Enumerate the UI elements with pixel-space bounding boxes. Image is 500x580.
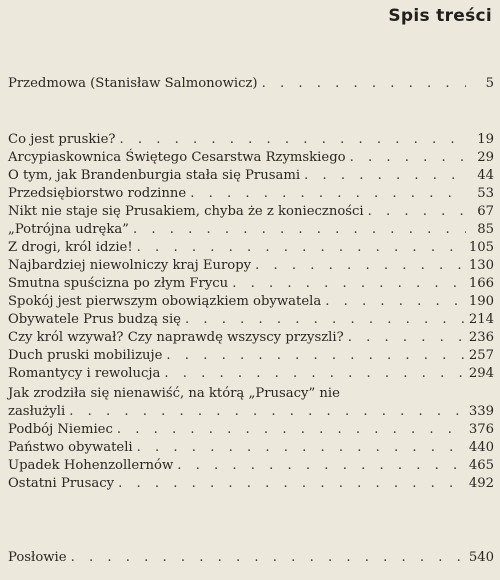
dot-leader <box>190 185 466 203</box>
toc-entry-page: 130 <box>468 258 494 273</box>
toc-entry-title: Podbój Niemiec <box>8 422 113 437</box>
toc-entry <box>8 549 494 567</box>
toc-entry-title: Arcypiaskownica Świętego Cesarstwa Rzymskiego <box>8 150 346 165</box>
toc-entry-page: 339 <box>468 404 494 419</box>
toc-entry-page: 540 <box>468 550 494 565</box>
toc-entry-title: „Potrójna udręka” <box>8 222 129 237</box>
toc-entry <box>8 421 494 439</box>
toc-entry-page: 236 <box>468 330 494 345</box>
toc-entry <box>8 365 494 383</box>
toc-entry <box>8 75 494 93</box>
toc-entry-title: Przedsiębiorstwo rodzinne <box>8 186 187 201</box>
toc-entry <box>8 275 494 293</box>
toc-entry-title: Jak zrodziła się nienawiść, na którą „Prusacy” nie <box>8 386 340 401</box>
toc-entry-page: 19 <box>477 132 494 147</box>
dot-leader <box>166 347 464 365</box>
toc-entry-page: 257 <box>468 348 494 363</box>
toc-entry-page: 5 <box>485 76 494 91</box>
toc-entry-page: 294 <box>468 366 494 381</box>
dot-leader <box>325 293 465 311</box>
toc-entry-title: Z drogi, król idzie! <box>8 240 133 255</box>
toc-entry-page: 492 <box>468 476 494 491</box>
toc-entry-title: Przedmowa (Stanisław Salmonowicz) <box>8 76 258 91</box>
toc-entry-title: Romantycy i rewolucja <box>8 366 161 381</box>
toc-entry <box>8 311 494 329</box>
toc-entry-page: 67 <box>477 204 494 219</box>
toc-entry-line-1 <box>8 385 494 403</box>
dot-leader <box>232 275 465 293</box>
toc-entry-title: Czy król wzywał? Czy naprawdę wszyscy przyszli? <box>8 330 344 345</box>
toc-entry <box>8 257 494 275</box>
toc-entry <box>8 403 494 421</box>
toc-entry-page: 44 <box>477 168 494 183</box>
toc-entry-page: 465 <box>468 458 494 473</box>
dot-leader <box>368 203 466 221</box>
toc-entry <box>8 457 494 475</box>
toc-entry <box>8 185 494 203</box>
toc-entry-title: Smutna spuścizna po złym Frycu <box>8 276 229 291</box>
toc-entry <box>8 203 494 221</box>
toc-entry-page: 105 <box>468 240 494 255</box>
dot-leader <box>164 365 465 383</box>
dot-leader <box>262 75 466 93</box>
toc-entry <box>8 293 494 311</box>
toc-entry-title: Posłowie <box>8 550 67 565</box>
toc-entry-page: 214 <box>468 312 494 327</box>
dot-leader <box>69 403 465 421</box>
dot-leader <box>348 329 465 347</box>
toc-entry <box>8 329 494 347</box>
toc-entry-page: 85 <box>477 222 494 237</box>
toc-entry-page: 190 <box>468 294 494 309</box>
toc-entry-title: Państwo obywateli <box>8 440 133 455</box>
page-title: Spis treści <box>388 6 492 26</box>
toc-entry <box>8 475 494 493</box>
toc-entry-title-continued: zasłużyli <box>8 404 66 419</box>
toc-entry <box>8 149 494 167</box>
toc-entry-page: 53 <box>477 186 494 201</box>
toc-entry <box>8 239 494 257</box>
toc-entry-page: 166 <box>468 276 494 291</box>
toc-entry-title: Upadek Hohenzollernów <box>8 458 174 473</box>
toc-entry-title: Nikt nie staje się Prusakiem, chyba że z konieczności <box>8 204 364 219</box>
toc-entry-title: Duch pruski mobilizuje <box>8 348 163 363</box>
toc-entry <box>8 167 494 185</box>
dot-leader <box>137 239 465 257</box>
toc-entry-title: Co jest pruskie? <box>8 132 116 147</box>
dot-leader <box>185 311 465 329</box>
toc-entry-page: 376 <box>468 422 494 437</box>
toc-entry-title: Ostatni Prusacy <box>8 476 115 491</box>
dot-leader <box>350 149 466 167</box>
dot-leader <box>137 439 465 457</box>
toc-entry-title: Obywatele Prus budzą się <box>8 312 181 327</box>
toc-entry-title: Najbardziej niewolniczy kraj Europy <box>8 258 252 273</box>
dot-leader <box>118 475 465 493</box>
dot-leader <box>177 457 465 475</box>
toc-entry-title: O tym, jak Brandenburgia stała się Prusami <box>8 168 301 183</box>
toc-entry <box>8 221 494 239</box>
toc-entry-page: 29 <box>477 150 494 165</box>
dot-leader <box>133 221 466 239</box>
dot-leader <box>255 257 465 275</box>
dot-leader <box>304 167 466 185</box>
toc-entry <box>8 439 494 457</box>
dot-leader <box>119 131 466 149</box>
toc-entry <box>8 347 494 365</box>
toc-entry-title: Spokój jest pierwszym obowiązkiem obywatela <box>8 294 322 309</box>
dot-leader <box>71 549 465 567</box>
toc-entry <box>8 131 494 149</box>
dot-leader <box>117 421 465 439</box>
toc-entry-page: 440 <box>468 440 494 455</box>
